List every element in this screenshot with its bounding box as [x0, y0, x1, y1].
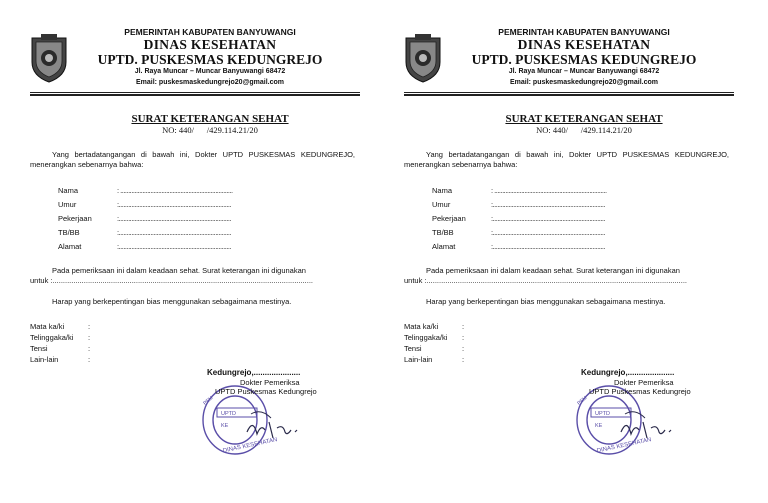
extra-label: Tensi: [30, 344, 48, 353]
svg-text:DINAS KESEHATAN: DINAS KESEHATAN: [596, 437, 652, 455]
extra-value: :: [88, 355, 91, 364]
field-blank: :.......................................................................: [117, 200, 232, 209]
purpose-line: untuk :.............................................................................................................................: [404, 276, 687, 285]
svg-text:KE: KE: [595, 423, 603, 429]
extra-label: Telinggaka/ki: [30, 333, 74, 342]
closing-paragraph: Harap yang berkepentingan bias menggunakan sebagaimana mestinya.: [52, 297, 292, 306]
extra-label: Telinggaka/ki: [404, 333, 448, 342]
purpose-line: untuk :.............................................................................................................................: [30, 276, 313, 285]
svg-text:KE: KE: [221, 423, 229, 429]
letter-number: NO: 440/ /429.114.21/20: [536, 125, 632, 135]
address: Jl. Raya Muncar – Muncar Banyuwangi 68472: [134, 68, 286, 75]
field-label: Umur: [58, 200, 77, 209]
extra-value: :: [88, 322, 91, 331]
extra-label: Mata ka/ki: [30, 322, 65, 331]
unit-name: UPTD. PUSKESMAS KEDUNGREJO: [97, 52, 323, 67]
signer-role: Dokter Pemeriksa: [240, 378, 300, 387]
field-label: Nama: [58, 186, 79, 195]
svg-text:UPTD: UPTD: [595, 411, 610, 417]
extra-label: Tensi: [404, 344, 422, 353]
field-label: Nama: [432, 186, 453, 195]
department-name: DINAS KESEHATAN: [517, 37, 651, 52]
intro-paragraph: Yang bertadatangangan di bawah ini, Dokter UPTD PUSKESMAS KEDUNGREJO, menerangkan sebenarnya bahwa:: [404, 150, 729, 169]
svg-text:DINAS KESEHATAN: DINAS KESEHATAN: [222, 437, 278, 455]
email: Email: puskesmaskedungrejo20@gmail.com: [135, 79, 285, 86]
field-blank: :.......................................................................: [117, 214, 232, 223]
extra-value: :: [88, 344, 91, 353]
field-blank: :.......................................................................: [491, 242, 606, 251]
exam-paragraph: Pada pemeriksaan ini dalam keadaan sehat. Surat keterangan ini digunakan untuk :.............................................................................................................................: [30, 266, 313, 285]
letter-number: NO: 440/ /429.114.21/20: [162, 125, 258, 135]
letter-title: SURAT KETERANGAN SEHAT: [131, 113, 289, 125]
signer-org: UPTD Puskesmas Kedungrejo: [215, 387, 317, 396]
place-date: Kedungrejo,.....................: [581, 368, 675, 377]
regency-emblem-icon: [28, 32, 70, 84]
regency-emblem-icon: [402, 32, 444, 84]
intro-paragraph: Yang bertadatangangan di bawah ini, Dokter UPTD PUSKESMAS KEDUNGREJO, menerangkan sebenarnya bahwa:: [30, 150, 355, 169]
field-blank: :.......................................................................: [117, 242, 232, 251]
field-label: Umur: [432, 200, 451, 209]
extra-value: :: [462, 333, 465, 342]
letter-page-left: [10, 0, 384, 503]
header-rule-thick: [404, 94, 734, 96]
letter-title: SURAT KETERANGAN SEHAT: [505, 113, 663, 125]
header-rule: [30, 92, 360, 93]
signer-role: Dokter Pemeriksa: [614, 378, 674, 387]
field-blank: : .......................................................................: [491, 186, 607, 195]
closing-paragraph: Harap yang berkepentingan bias menggunakan sebagaimana mestinya.: [426, 297, 666, 306]
field-blank: :.......................................................................: [117, 228, 232, 237]
header-rule: [404, 92, 734, 93]
field-label: Alamat: [58, 242, 82, 251]
field-blank: :.......................................................................: [491, 214, 606, 223]
header-rule-thick: [30, 94, 360, 96]
department-name: DINAS KESEHATAN: [143, 37, 277, 52]
extra-label: Lain-lain: [30, 355, 59, 364]
field-blank: : .......................................................................: [117, 186, 233, 195]
extra-value: :: [88, 333, 91, 342]
email: Email: puskesmaskedungrejo20@gmail.com: [509, 79, 659, 86]
signer-org: UPTD Puskesmas Kedungrejo: [589, 387, 691, 396]
extra-label: Mata ka/ki: [404, 322, 439, 331]
field-label: Pekerjaan: [432, 214, 466, 223]
field-label: TB/BB: [432, 228, 454, 237]
exam-paragraph: Pada pemeriksaan ini dalam keadaan sehat. Surat keterangan ini digunakan untuk :.............................................................................................................................: [404, 266, 687, 285]
place-date: Kedungrejo,.....................: [207, 368, 301, 377]
extra-value: :: [462, 322, 465, 331]
extra-label: Lain-lain: [404, 355, 433, 364]
government-name: PEMERINTAH KABUPATEN BANYUWANGI: [498, 27, 670, 37]
extra-value: :: [462, 355, 465, 364]
field-blank: :.......................................................................: [491, 200, 606, 209]
svg-text:PEM: PEM: [202, 395, 215, 407]
letter-page-right: [384, 0, 758, 503]
field-blank: :.......................................................................: [491, 228, 606, 237]
svg-text:UPTD: UPTD: [221, 411, 236, 417]
address: Jl. Raya Muncar – Muncar Banyuwangi 68472: [508, 68, 660, 75]
field-label: Pekerjaan: [58, 214, 92, 223]
unit-name: UPTD. PUSKESMAS KEDUNGREJO: [471, 52, 697, 67]
field-label: Alamat: [432, 242, 456, 251]
government-name: PEMERINTAH KABUPATEN BANYUWANGI: [124, 27, 296, 37]
svg-text:PEM: PEM: [576, 395, 589, 407]
field-label: TB/BB: [58, 228, 80, 237]
extra-value: :: [462, 344, 465, 353]
